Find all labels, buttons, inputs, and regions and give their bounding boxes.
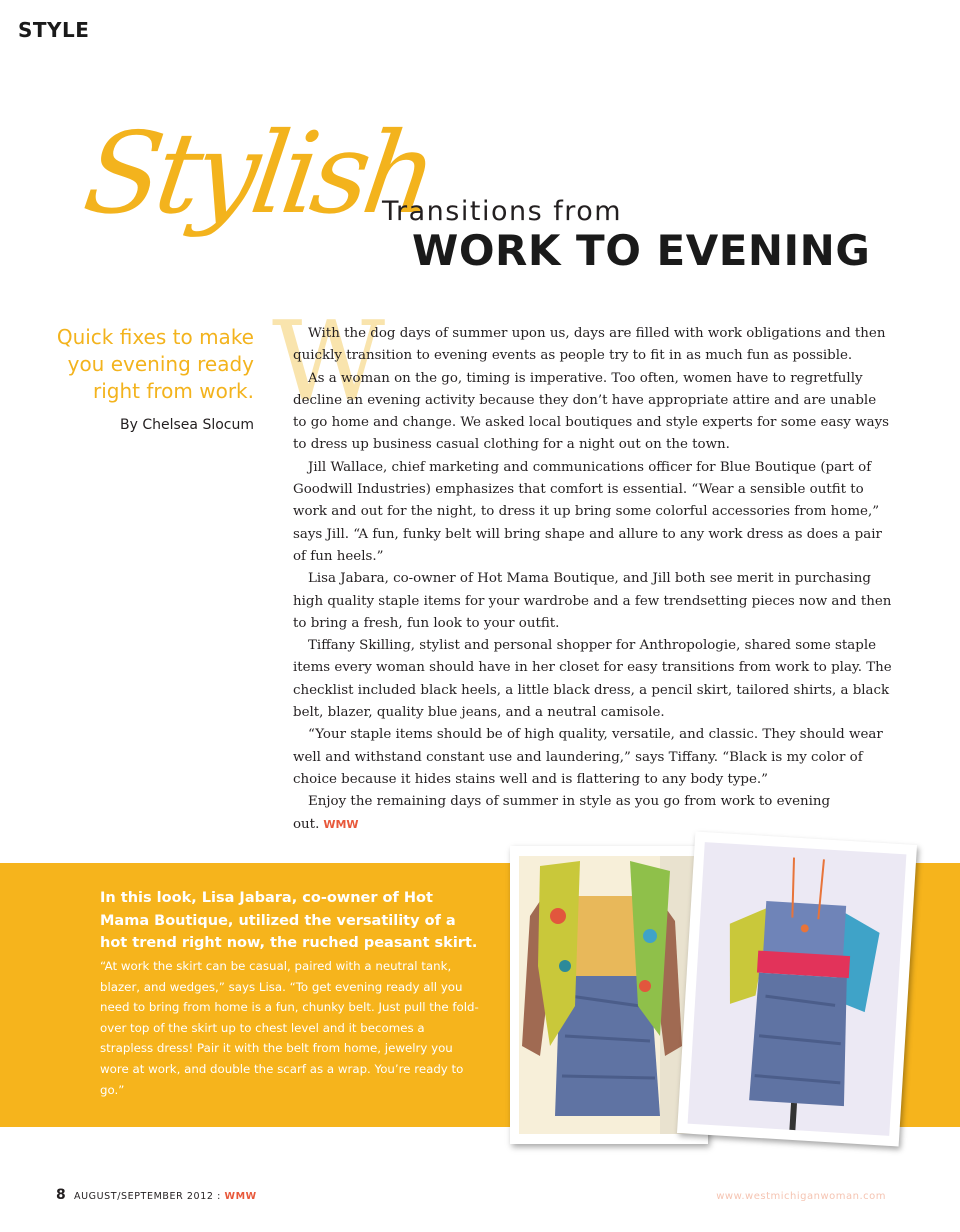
footer-brand: WMW: [224, 1191, 257, 1202]
footer-issue: [74, 1191, 257, 1202]
footer-issue-date: AUGUST/SEPTEMBER 2012 :: [74, 1191, 221, 1202]
body-paragraph: “Your staple items should be of high quality, versatile, and classic. They should wear well and withstand constant use and laundering,” says Tiffany. “Black is my color of choice because it hides stains well and is flattering to any body type.”: [293, 727, 883, 787]
title-subtitle: Transitions from: [382, 196, 623, 227]
end-mark: WMW: [323, 817, 359, 831]
article-body: [293, 323, 893, 836]
body-paragraph: As a woman on the go, timing is imperative. Too often, women have to regretfully decline an evening activity because they don’t have appropriate attire and are unable to go home and change. We asked local boutiques and style experts for some easy ways to dress up business casual clothing for a night out on the town.: [293, 370, 890, 453]
caption-heading: In this look, Lisa Jabara, co-owner of Hot Mama Boutique, utilized the versatility of a hot trend right now, the ruched peasant skirt.: [100, 890, 478, 951]
deck-text: Quick fixes to make you evening ready right from work.: [56, 325, 254, 403]
drop-cap: W: [272, 297, 386, 425]
photo-evening-look-image: [677, 832, 917, 1147]
body-paragraph-last: [293, 791, 893, 836]
page-title: WORK TO EVENING: [412, 226, 871, 275]
body-paragraph: Lisa Jabara, co-owner of Hot Mama Boutique, and Jill both see merit in purchasing high quality staple items for your wardrobe and a few trendsetting pieces now and then to bring a fresh, fun look to your outfit.: [293, 571, 892, 631]
body-paragraph-text: Enjoy the remaining days of summer in style as you go from work to evening out.: [293, 794, 831, 832]
body-paragraph: Tiffany Skilling, stylist and personal shopper for Anthropologie, shared some staple items every woman should have in her closet for easy transitions from work to play. The checklist included black heels, a little black dress, a pencil skirt, tailored shirts, a black belt, blazer, quality blue jeans, and a neutral camisole.: [293, 638, 892, 721]
photo-evening-look: [677, 832, 917, 1147]
body-paragraph: With the dog days of summer upon us, days are filled with work obligations and then quickly transition to evening events as people try to fit in as much fun as possible.: [293, 326, 886, 364]
section-label: STYLE: [18, 18, 90, 42]
caption-body: “At work the skirt can be casual, paired with a neutral tank, blazer, and wedges,” says Lisa. “To get evening ready all you need to bring from home is a fun, chunky belt. Just pull the fold-over top of the skirt up to chest level and it becomes a strapless dress! Pair it with the belt from home, jewelry you wore at work, and double the scarf as a wrap. You’re ready to go.”: [100, 959, 479, 1097]
byline: By Chelsea Slocum: [120, 417, 254, 433]
page-number: 8: [56, 1187, 66, 1203]
body-paragraph: Jill Wallace, chief marketing and communications officer for Blue Boutique (part of Goodwill Industries) emphasizes that comfort is essential. “Wear a sensible outfit to work and out for the night, to dress it up bring some colorful accessories from home,” says Jill. “A fun, funky belt will bring shape and allure to any work dress as does a pair of fun heels.”: [293, 459, 882, 564]
footer-url[interactable]: www.westmichiganwoman.com: [716, 1191, 886, 1202]
title-script-word: Stylish: [76, 109, 440, 239]
